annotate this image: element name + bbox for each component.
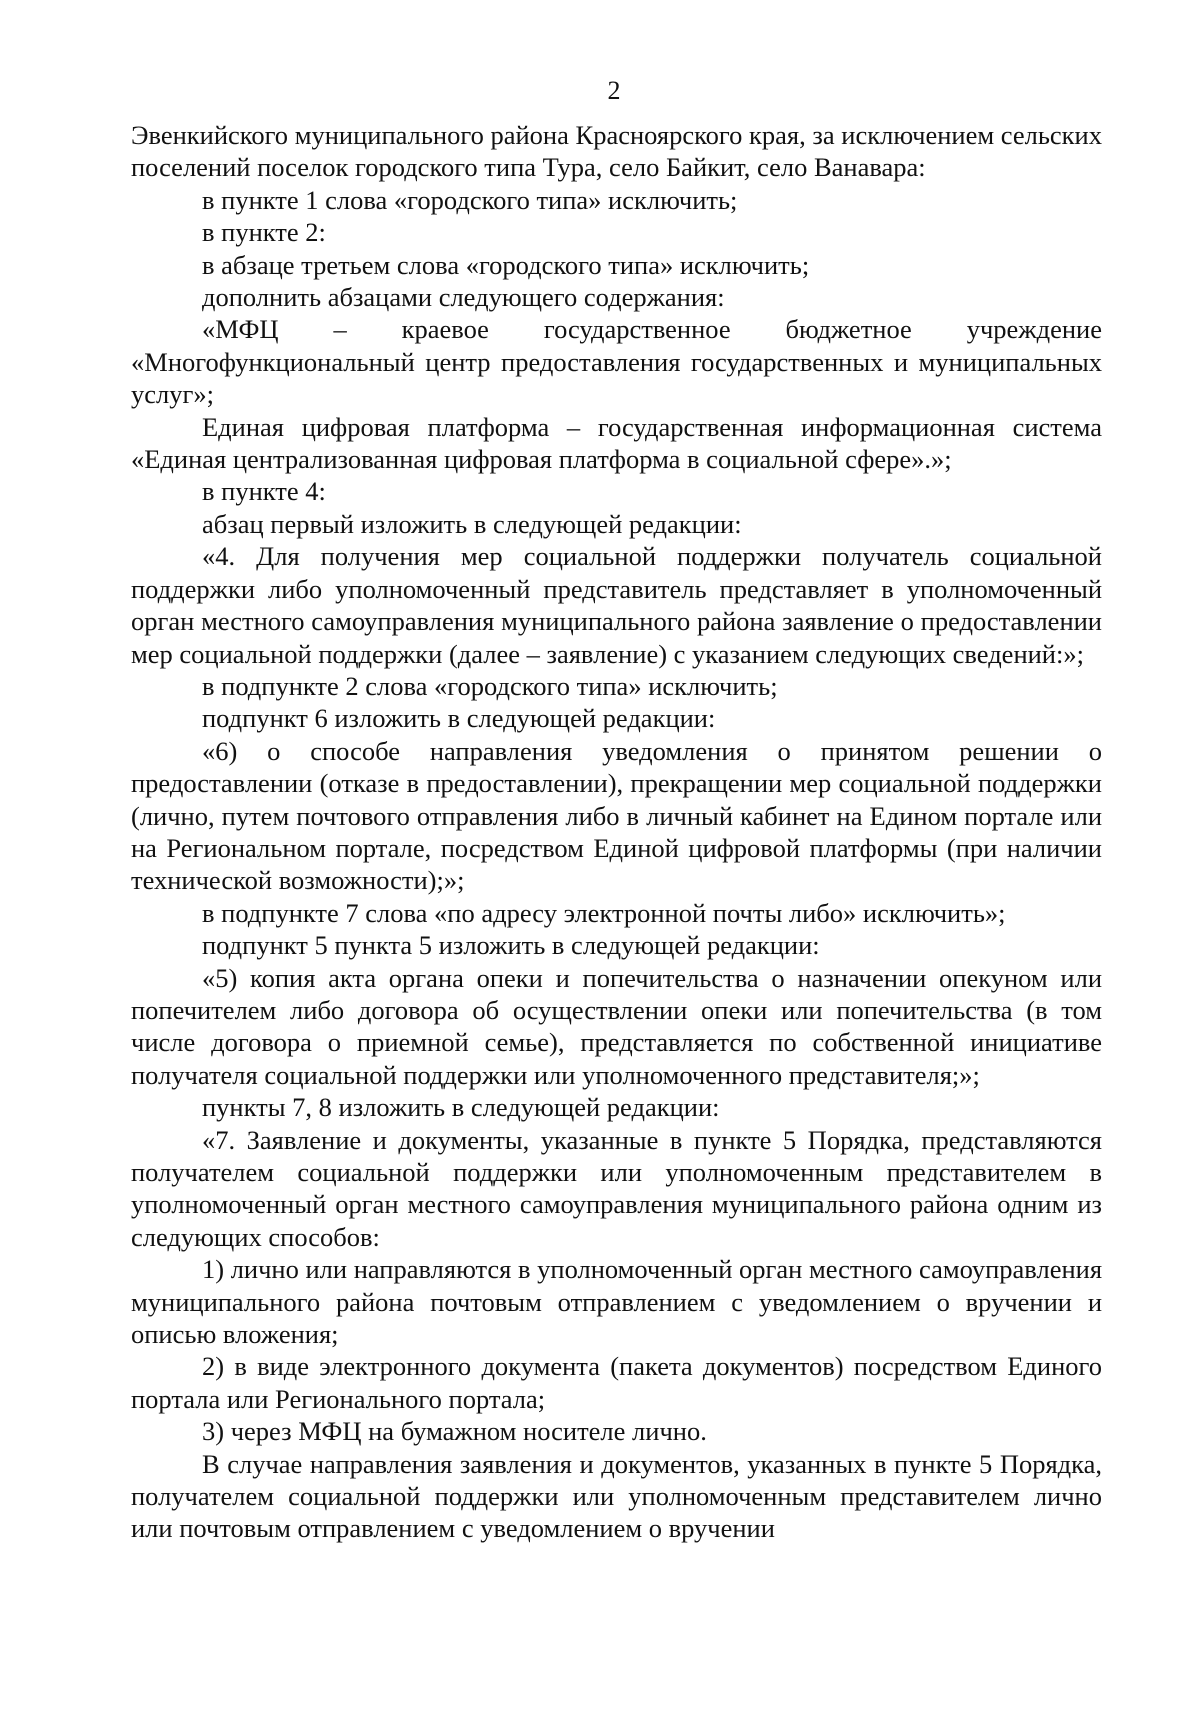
paragraph: абзац первый изложить в следующей редакции: (202, 508, 742, 539)
paragraph: В случае направления заявления и документов, указанных в пункте 5 Порядка, получателем социальной поддержки или уполномоченным представителем лично или почтовым отправлением с уведомлением о вручении (131, 1448, 1102, 1544)
paragraph: 1) лично или направляются в уполномоченный орган местного самоуправления муниципального района почтовым отправлением с уведомлением о вручении и описью вложения; (131, 1254, 1103, 1350)
paragraph: «МФЦ – краевое государственное бюджетное учреждение «Многофункциональный центр предоставления государственных и муниципальных услуг»; (131, 314, 1102, 410)
paragraph: дополнить абзацами следующего содержания: (202, 282, 725, 313)
paragraph: 3) через МФЦ на бумажном носителе лично. (202, 1416, 707, 1447)
paragraph: Единая цифровая платформа – государственная информационная система «Единая централизованная цифровая платформа в социальной сфере».»; (131, 411, 1102, 475)
paragraph: в абзаце третьем слова «городского типа» исключить; (202, 249, 810, 280)
paragraph: Эвенкийского муниципального района Красноярского края, за исключением сельских поселений поселок городского типа Тура, село Байкит, село Ванавара: (131, 120, 1102, 183)
paragraph: в пункте 1 слова «городского типа» исключить; (202, 184, 738, 215)
paragraph: «5) копия акта органа опеки и попечительства о назначении опекуном или попечителем либо договора об осуществлении опеки или попечительства (в том числе договора о приемной семье), представляется по собственной инициативе получателя социальной поддержки или уполномоченного представителя;»; (131, 962, 1102, 1090)
paragraph: в подпункте 7 слова «по адресу электронной почты либо» исключить»; (202, 897, 1006, 928)
paragraph: «7. Заявление и документы, указанные в пункте 5 Порядка, представляются получателем социальной поддержки или уполномоченным представителем в уполномоченный орган местного самоуправления муниципального района одним из следующих способов: (131, 1124, 1102, 1252)
paragraph: «4. Для получения мер социальной поддержки получатель социальной поддержки либо уполномоченный представитель представляет в уполномоченный орган местного самоуправления муниципального района заявление о предоставлении мер социальной поддержки (далее – заявление) с указанием следующих сведений:»; (131, 541, 1102, 669)
paragraph: в пункте 4: (202, 476, 326, 507)
paragraph: подпункт 6 изложить в следующей редакции: (202, 703, 716, 734)
page-number: 2 (607, 76, 621, 105)
paragraph: в подпункте 2 слова «городского типа» исключить; (202, 670, 778, 701)
paragraph: 2) в виде электронного документа (пакета документов) посредством Единого портала или Регионального портала; (131, 1351, 1102, 1414)
paragraph: пункты 7, 8 изложить в следующей редакции: (202, 1092, 720, 1123)
paragraph: в пункте 2: (202, 217, 326, 248)
paragraph: «6) о способе направления уведомления о принятом решении о предоставлении (отказе в предоставлении), прекращении мер социальной поддержки (лично, путем почтового отправления либо в личный кабинет на Едином портале или на Региональном портале, посредством Единой цифровой платформы (при наличии технической возможности);»; (131, 735, 1102, 896)
paragraph: подпункт 5 пункта 5 изложить в следующей редакции: (202, 930, 820, 961)
document-body (131, 119, 1102, 1545)
